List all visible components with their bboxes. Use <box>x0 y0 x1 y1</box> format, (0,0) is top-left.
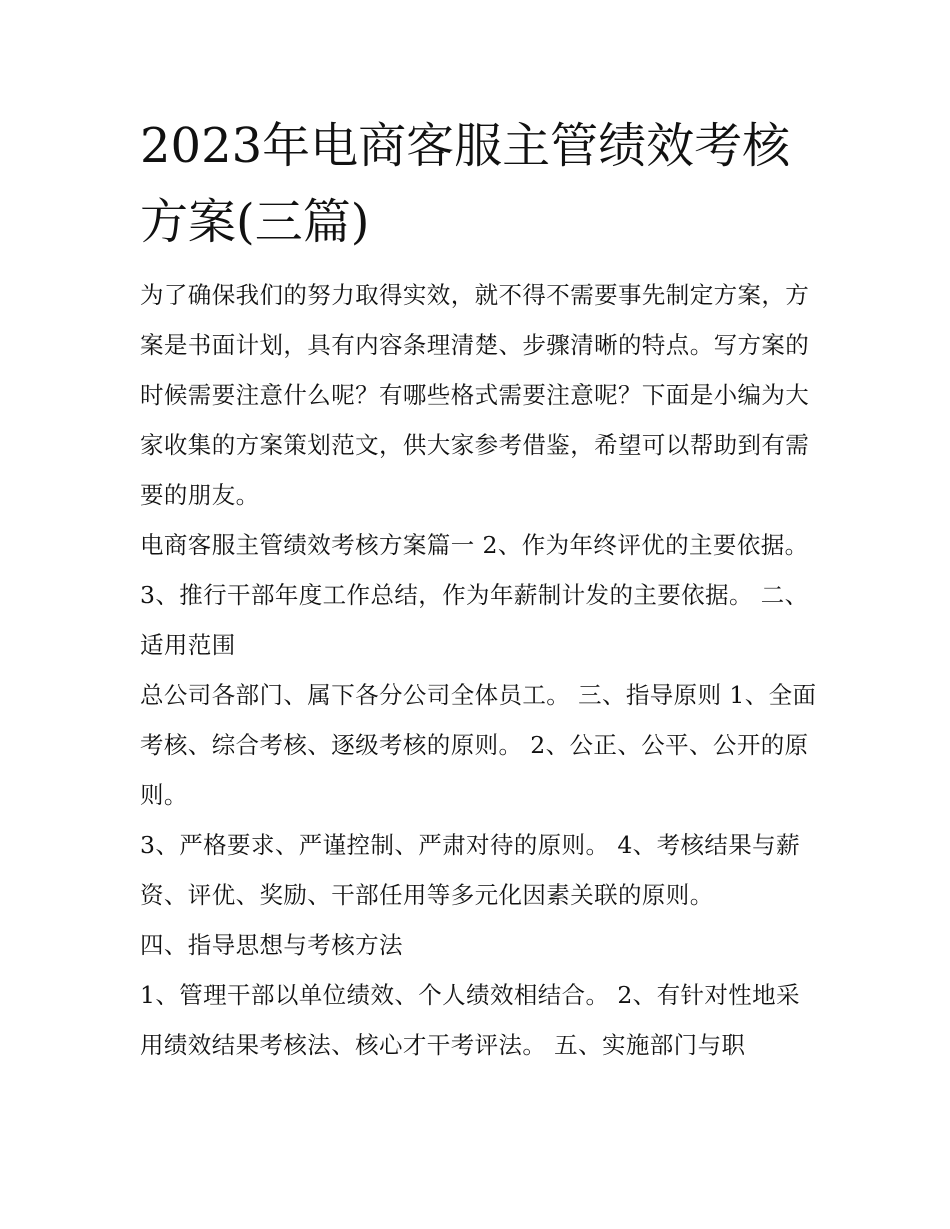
paragraph-intro: 为了确保我们的努力取得实效，就不得不需要事先制定方案，方案是书面计划，具有内容条理清楚、步骤清晰的特点。写方案的时候需要注意什么呢？有哪些格式需要注意呢？下面是小编为大家收集的方案策划范文，供大家参考借鉴，希望可以帮助到有需要的朋友。 <box>140 281 810 509</box>
title-line-2: 方案(三篇) <box>140 194 370 250</box>
paragraph-principles-cont: 3、严格要求、严谨控制、严肃对待的原则。 4、考核结果与薪资、评优、奖励、干部任用等多元化因素关联的原则。 <box>140 831 800 909</box>
paragraph-section-one: 电商客服主管绩效考核方案篇一 2、作为年终评优的主要依据。 3、推行干部年度工作总结，作为年薪制计发的主要依据。 二、适用范围 <box>140 531 809 659</box>
paragraph-scope-principles: 总公司各部门、属下各分公司全体员工。 三、指导原则 1、全面考核、综合考核、逐级考核的原则。 2、公正、公平、公开的原则。 <box>140 681 817 809</box>
document-page <box>140 108 820 1070</box>
document-title <box>140 108 820 260</box>
title-line-1: 2023年电商客服主管绩效考核 <box>140 118 791 174</box>
paragraph-methods: 1、管理干部以单位绩效、个人绩效相结合。 2、有针对性地采用绩效结果考核法、核心才干考评法。 五、实施部门与职 <box>140 981 800 1059</box>
paragraph-heading-four: 四、指导思想与考核方法 <box>140 931 403 959</box>
